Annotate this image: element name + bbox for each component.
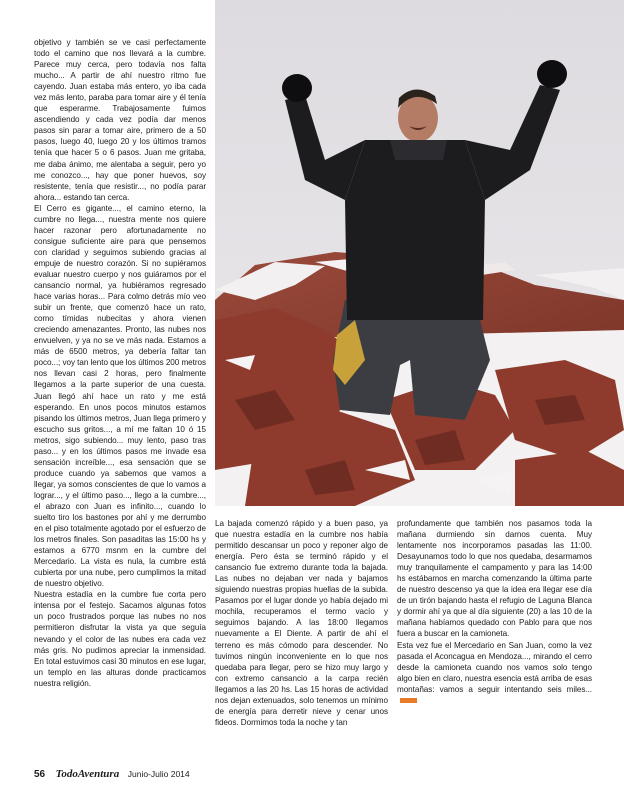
- page-number: 56: [34, 769, 46, 780]
- summit-photo: [215, 0, 624, 506]
- paragraph: profundamente que también nos pasamos toda la mañana durmiendo sin darnos cuenta. Muy lentamente nos incorporamos pasadas las 11:00. Desayunamos todo lo que nos quedaba, desarmamos muy tranquilamente el campamento y para las 14:00 hs estábamos en marcha comenzando la última parte de nuestro descenso ya que la idea era llegar ese día de un tirón bajando hasta el refugio de Laguna Blanca y dormir ahí ya que al día siguiente (20) a las 10 de la mañana habíamos quedado con Pablo para que nos fuera a buscar en la camioneta.: [397, 519, 592, 639]
- article-column-2: [215, 518, 388, 735]
- end-of-article-mark: [400, 698, 417, 703]
- paragraph: Nuestra estadía en la cumbre fue corta pero intensa por el festejo. Sacamos algunas fotos un poco frustrados porque las nubes no nos permitieron disfrutar la vista ya que seguía nevando y el color de las nubes era cada vez más gris. No pudimos apreciar la inmensidad. En total estuvimos casi 30 minutos en ese lugar, un templo en las alturas donde practicamos nuestra religión.: [34, 590, 206, 688]
- issue-date: Junio-Julio 2014: [127, 769, 190, 779]
- page-footer: [34, 767, 190, 781]
- paragraph: [397, 640, 592, 706]
- magazine-logo: TodoAventura: [55, 768, 120, 780]
- closing-paragraph-text: Esta vez fue el Mercedario en San Juan, como la vez pasada el Aconcagua en Mendoza..., mirando el cerro desde la camioneta cuando nos vamos solo tengo algo bien en claro, nuestra esencia está arriba de esas montañas: vamos a seguir intentando seis miles...: [397, 640, 592, 694]
- article-column-1: [34, 37, 206, 735]
- paragraph: La bajada comenzó rápido y a buen paso, ya que nuestra estadía en la cumbre nos había permitido descansar un poco y reponer algo de energía. Pero ésta se terminó rápido y el cansancio fue extremo durante toda la bajada. Las nubes no dejaban ver nada y bajamos siguiendo nuestras propias huellas de la subida. Pasamos por el lugar donde yo había dejado mi mochila, recuperamos el termo vacío y seguimos bajando. A las 18:00 llegamos nuevamente a El Diente. A partir de ahí el terreno es más cómodo para descender. No tuvimos ningún inconveniente en lo que nos quedaba para llegar, pero se hizo muy largo y con extremo cansancio a la carpa recién llegamos a las 20 hs. Las 15 horas de actividad nos dejan extenuados, solo tenemos un mínimo de energía para derretir nieve y cenar unos fideos. Dormimos toda la noche y tan: [215, 519, 388, 727]
- paragraph: objetivo y también se ve casi perfectamente todo el camino que nos llevará a la cumbre. Parece muy cerca, pero todavía nos falta mucho... A partir de ahí nuestro ritmo fue cayendo. Juan estaba más entero, yo iba cada vez más lento, paraba para tomar aire y él tenía que esperarme. Trabajosamente fuimos ascendiendo y cada vez podía dar menos pasos sin parar a tomar aire, primero de a 50 pasos, luego 40, luego 20 y los últimos tramos tenía que hacer 5 o 6 pasos. Juan me gritaba, me daba ánimo, me alentaba a seguir, pero yo me conozco..., hay que poner huevos, soy resistente, tenía que resistir..., no podía parar ahora... estando tan cerca.: [34, 38, 206, 202]
- paragraph: El Cerro es gigante..., el camino eterno, la cumbre no llega..., nuestra mente nos quiere hacer razonar pero afortunadamente no consigue suficiente aire para que pensemos con claridad y seguimos subiendo gracias al empuje de nuestro corazón. Si no supiéramos evaluar nuestro cuerpo y nos guiáramos por el cansancio normal, ya hubiéramos regresado hace varias horas... Para colmo detrás mío veo subir un frente, que comenzó hace un rato, como tímidas nubecitas y ahora vienen creciendo amenazantes. Pronto, las nubes nos envuelven, y ya no se ve más nada. Estamos a más de 6500 metros, ya debería faltar tan poco...; voy tan lento que los últimos 200 metros nos llevan casi 2 horas, pero finalmente llegamos a la parte superior de una cuesta. Juan llegó ahí hace un rato y me está esperando. En unos pocos minutos estamos pisando los últimos metros, Juan llega primero y escucho sus gritos..., a mí me faltan 10 ó 15 metros, sigo subiendo... muy lento, paso tras paso... y en los últimos pasos me invade esa sensación increíble..., esa sensación que se produce cuando ya sabemos que vamos a llegar, ya somos conscientes de que lo vamos a lograr..., y el último paso..., llego a la cumbre..., el abrazo con Juan es infinito..., cuando lo suelto tiro los bastones por ahí y me derrumbo en el piso totalmente agotado por el esfuerzo de los metros finales. Son pasaditas las 15:00 hs y estamos a 6770 msnm en la cumbre del Mercedario. La vista es nula, la cumbre está cubierta por una nube, pero cumplimos la mitad de nuestro objetivo.: [34, 203, 206, 589]
- article-column-3: [397, 518, 592, 742]
